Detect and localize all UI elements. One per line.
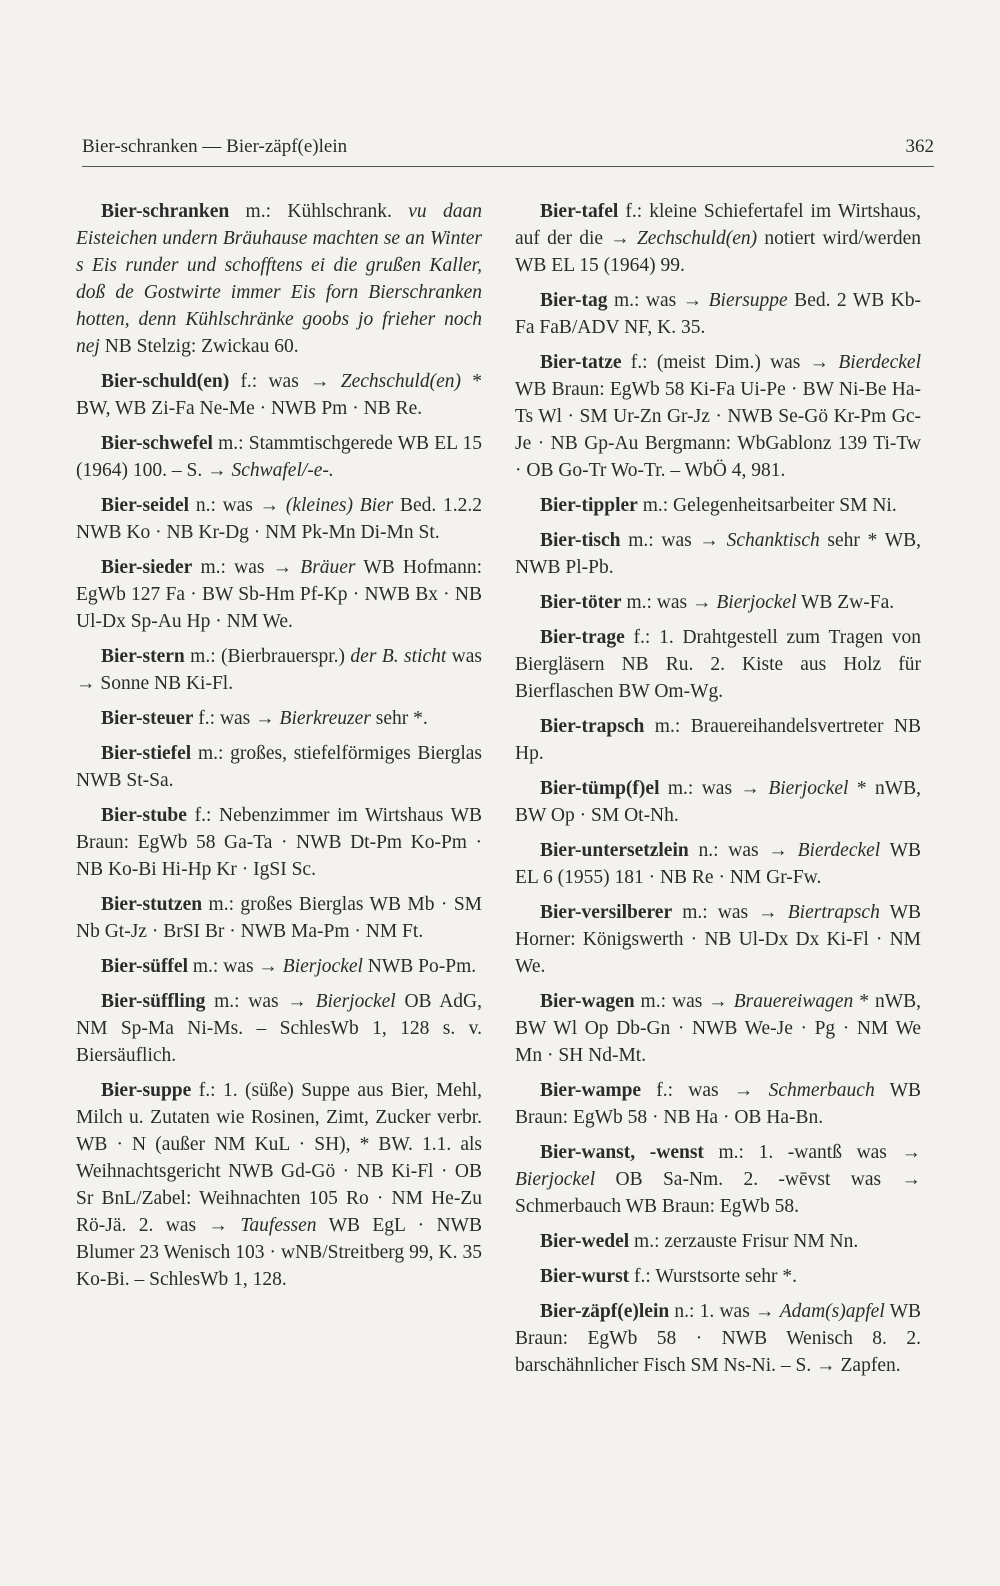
headword: Bier-stiefel — [101, 743, 192, 764]
entry-italic: Bierjockel — [515, 1169, 596, 1190]
headword: Bier-stube — [101, 805, 187, 826]
dictionary-entry — [76, 802, 482, 883]
dictionary-entry — [515, 1228, 921, 1255]
dictionary-entry — [76, 368, 482, 422]
dictionary-entry — [76, 198, 482, 360]
dictionary-entry — [515, 1139, 921, 1220]
dictionary-entry — [515, 589, 921, 616]
dictionary-entry — [515, 988, 921, 1069]
entry-italic: der B. sticht — [350, 646, 447, 667]
entry-text: f.: Wurstsorte sehr *. — [629, 1266, 797, 1287]
entry-tail: was → Sonne NB Ki-Fl. — [76, 646, 482, 694]
entry-tail: WB EL 6 (1955) 181 · NB Re · NM Gr-Fw. — [515, 840, 921, 888]
entry-text: m.: was → — [634, 991, 734, 1012]
entry-text: m.: 1. -wantß was → — [703, 1142, 922, 1163]
headword: Bier-versilberer — [540, 902, 673, 923]
entry-italic: Bierjockel — [716, 592, 797, 613]
entry-tail: OB AdG, NM Sp-Ma Ni-Ms. – SchlesWb 1, 128 s. v. Biersäuflich. — [76, 991, 482, 1066]
entry-text: m.: großes Bierglas WB Mb · SM Nb Gt-Jz · BrSI Br · NWB Ma-Pm · NM Ft. — [76, 894, 482, 942]
dictionary-entry — [515, 527, 921, 581]
running-title: Bier-schranken — Bier-zäpf(e)lein — [82, 136, 348, 157]
entry-text: m.: Kühlschrank. — [229, 201, 409, 222]
left-column — [76, 198, 482, 1301]
entry-text: m.: was → — [672, 902, 788, 923]
entry-italic: Adam(s)apfel — [779, 1301, 885, 1322]
entry-text: m.: was → — [620, 530, 727, 551]
dictionary-entry — [515, 287, 921, 341]
entry-tail: NB Stelzig: Zwickau 60. — [99, 336, 299, 357]
headword: Bier-stutzen — [101, 894, 203, 915]
dictionary-entry — [515, 1298, 921, 1379]
entry-italic: Bräuer — [300, 557, 356, 578]
entry-tail: WB Horner: Königswerth · NB Ul-Dx Dx Ki-Fl · NM We. — [515, 902, 921, 977]
entry-tail: Bed. 2 WB Kb-Fa FaB/ADV NF, K. 35. — [515, 290, 921, 338]
dictionary-entry — [76, 988, 482, 1069]
headword: Bier-trage — [540, 627, 625, 648]
entry-tail: Bed. 1.2.2 NWB Ko · NB Kr-Dg · NM Pk-Mn Di-Mn St. — [76, 495, 482, 543]
entry-text: f.: 1. Drahtgestell zum Tragen von Biergläsern NB Ru. 2. Kiste aus Holz für Bierflaschen BW Om-Wg. — [515, 627, 921, 702]
entry-italic: Schwafel/-e-. — [231, 460, 334, 481]
headword: Bier-tümp(f)el — [540, 778, 660, 799]
headword: Bier-wedel — [540, 1231, 630, 1252]
entry-text: f.: (meist Dim.) was → — [621, 352, 839, 373]
headword: Bier-stern — [101, 646, 185, 667]
entry-tail: WB Hofmann: EgWb 127 Fa · BW Sb-Hm Pf-Kp · NWB Bx · NB Ul-Dx Sp-Au Hp · NM We. — [76, 557, 482, 632]
right-column — [515, 198, 921, 1387]
entry-italic: Bierdeckel — [838, 352, 921, 373]
dictionary-entry — [515, 775, 921, 829]
headword: Bier-wurst — [540, 1266, 630, 1287]
entry-text: m.: großes, stiefelförmiges Bierglas NWB St-Sa. — [76, 743, 482, 791]
entry-text: m.: Gelegenheitsarbeiter SM Ni. — [637, 495, 897, 516]
entry-tail: WB Zw-Fa. — [796, 592, 895, 613]
headword: Bier-tippler — [540, 495, 638, 516]
headword: Bier-tatze — [540, 352, 622, 373]
headword: Bier-seidel — [101, 495, 190, 516]
headword: Bier-sieder — [101, 557, 193, 578]
entry-tail: WB Braun: EgWb 58 · NB Ha · OB Ha-Bn. — [515, 1080, 921, 1128]
entry-text: m.: Brauereihandelsvertreter NB Hp. — [515, 716, 921, 764]
dictionary-entry — [515, 713, 921, 767]
entry-text: f.: kleine Schiefertafel im Wirtshaus, auf der die → — [515, 201, 921, 249]
entry-text: n.: 1. was → — [669, 1301, 780, 1322]
headword: Bier-tafel — [540, 201, 619, 222]
dictionary-entry — [76, 492, 482, 546]
entry-italic: Biersuppe — [708, 290, 788, 311]
entry-italic: Zechschuld(en) — [340, 371, 461, 392]
headword: Bier-süffel — [101, 956, 188, 977]
dictionary-entry — [515, 899, 921, 980]
entry-tail: WB Braun: EgWb 58 Ki-Fa Ui-Pe · BW Ni-Be Ha-Ts Wl · SM Ur-Zn Gr-Jz · NWB Se-Gö Kr-Pm Gc-Je · NB Gp-Au Bergmann: WbGablonz 139 Ti-Tw · OB Go-Tr Wo-Tr. – WbÖ 4, 981. — [515, 379, 921, 481]
dictionary-entry — [76, 705, 482, 732]
entry-text: m.: Stammtischgerede WB EL 15 (1964) 100. – S. → — [76, 433, 482, 481]
headword: Bier-süffling — [101, 991, 206, 1012]
entry-text: f.: Nebenzimmer im Wirtshaus WB Braun: EgWb 58 Ga-Ta · NWB Dt-Pm Ko-Pm · NB Ko-Bi Hi-Hp Kr · IgSI Sc. — [76, 805, 482, 880]
entry-text: m.: was → — [205, 991, 316, 1012]
entry-italic: Brauereiwagen — [733, 991, 854, 1012]
entry-italic: Bierjockel — [315, 991, 396, 1012]
entry-tail: * nWB, BW Wl Op Db-Gn · NWB We-Je · Pg · NM We Mn · SH Nd-Mt. — [515, 991, 921, 1066]
entry-italic: Bierkreuzer — [279, 708, 371, 729]
dictionary-entry — [76, 554, 482, 635]
entry-italic: Biertrapsch — [787, 902, 880, 923]
running-header — [82, 136, 934, 167]
headword: Bier-schranken — [101, 201, 230, 222]
headword: Bier-trapsch — [540, 716, 645, 737]
headword: Bier-wampe — [540, 1080, 642, 1101]
entry-tail: notiert wird/werden WB EL 15 (1964) 99. — [515, 228, 922, 276]
headword: Bier-steuer — [101, 708, 194, 729]
entry-italic: Schmerbauch — [768, 1080, 875, 1101]
entry-italic: Bierdeckel — [797, 840, 881, 861]
dictionary-entry — [515, 624, 921, 705]
entry-italic: Schanktisch — [726, 530, 820, 551]
entry-text: m.: was → — [188, 956, 283, 977]
dictionary-entry — [76, 891, 482, 945]
dictionary-entry — [76, 643, 482, 697]
page-number: 362 — [905, 136, 934, 157]
entry-text: m.: was → — [607, 290, 709, 311]
headword: Bier-töter — [540, 592, 622, 613]
headword: Bier-zäpf(e)lein — [540, 1301, 670, 1322]
headword: Bier-untersetzlein — [540, 840, 689, 861]
dictionary-entry — [515, 349, 921, 484]
headword: Bier-schwefel — [101, 433, 213, 454]
headword: Bier-tag — [540, 290, 608, 311]
entry-text: f.: 1. (süße) Suppe aus Bier, Mehl, Milch u. Zutaten wie Rosinen, Zimt, Zucker verbr. WB · N (außer NM KuL · SH), * BW. 1.1. als Weihnachtsgericht NWB Gd-Gö · NB Ki-Fl · OB Sr BnL/Zabel: Weihnachten 105 Ro · NM He-Zu Rö-Jä. 2. was → — [76, 1080, 482, 1236]
entry-tail: sehr *. — [370, 708, 428, 729]
entry-tail: NWB Po-Pm. — [362, 956, 477, 977]
dictionary-entry — [76, 1077, 482, 1293]
entry-text: f.: was → — [641, 1080, 769, 1101]
entry-text: m.: was → — [192, 557, 301, 578]
entry-text: f.: was → — [229, 371, 341, 392]
entry-tail: WB Braun: EgWb 58 · NWB Wenisch 8. 2. barschähnlicher Fisch SM Ns-Ni. – S. → Zapfen. — [515, 1301, 921, 1376]
entry-tail: * BW, WB Zi-Fa Ne-Me · NWB Pm · NB Re. — [76, 371, 482, 419]
entry-tail: OB Sa-Nm. 2. -wēvst was → Schmerbauch WB Braun: EgWb 58. — [515, 1169, 921, 1217]
dictionary-entry — [515, 198, 921, 279]
entry-italic: Taufessen — [240, 1215, 317, 1236]
entry-italic: Bierjockel — [768, 778, 849, 799]
dictionary-entry — [515, 837, 921, 891]
entry-text: n.: was → — [189, 495, 286, 516]
entry-italic: vu daan Eisteichen undern Bräuhause machten se an Winter s Eis runder und schofftens ei die grußen Kaller, doß de Gostwirte immer Eis forn Bierschranken hotten, denn Kühlschränke goobs jo frieher noch nej — [76, 201, 483, 357]
dictionary-entry — [76, 953, 482, 980]
entry-tail: * nWB, BW Op · SM Ot-Nh. — [515, 778, 921, 826]
headword: Bier-wanst, -wenst — [540, 1142, 704, 1163]
entry-text: m.: (Bierbrauerspr.) — [184, 646, 351, 667]
entry-text: n.: was → — [688, 840, 798, 861]
entry-italic: Zechschuld(en) — [636, 228, 758, 249]
entry-text: m.: zerzauste Frisur NM Nn. — [629, 1231, 859, 1252]
entry-italic: (kleines) Bier — [285, 495, 394, 516]
headword: Bier-suppe — [101, 1080, 192, 1101]
headword: Bier-wagen — [540, 991, 635, 1012]
entry-tail: WB EgL · NWB Blumer 23 Wenisch 103 · wNB/Streitberg 99, K. 35 Ko-Bi. – SchlesWb 1, 128. — [76, 1215, 482, 1290]
entry-text: m.: was → — [659, 778, 769, 799]
dictionary-entry — [515, 1077, 921, 1131]
dictionary-entry — [76, 430, 482, 484]
entry-tail: sehr * WB, NWB Pl-Pb. — [515, 530, 921, 578]
dictionary-entry — [515, 492, 921, 519]
headword: Bier-tisch — [540, 530, 621, 551]
entry-text: m.: was → — [621, 592, 717, 613]
dictionary-entry — [515, 1263, 921, 1290]
headword: Bier-schuld(en) — [101, 371, 230, 392]
entry-italic: Bierjockel — [282, 956, 363, 977]
dictionary-entry — [76, 740, 482, 794]
entry-text: f.: was → — [193, 708, 280, 729]
